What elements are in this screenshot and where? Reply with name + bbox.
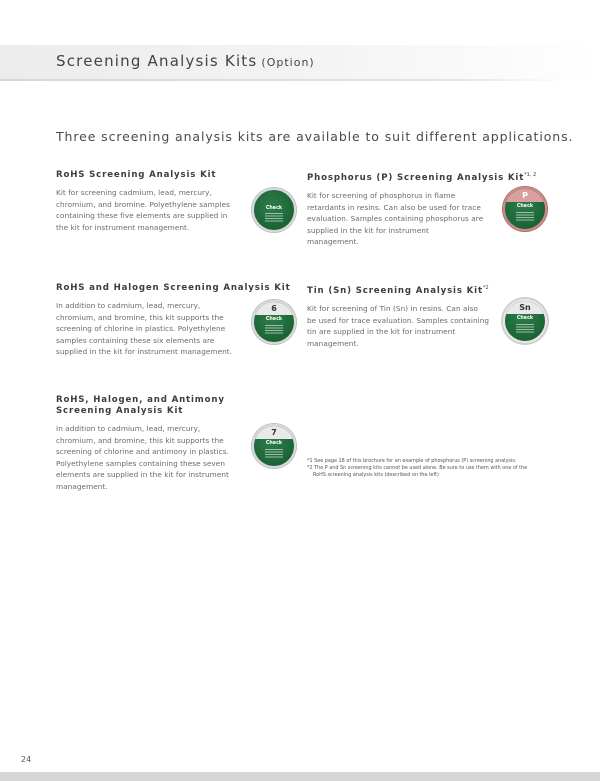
badge-element: 6 (254, 302, 294, 315)
kit-description-line: retardants in resins. Can also be used for trace (307, 202, 481, 212)
header-rule (0, 79, 570, 81)
kit-description (56, 187, 246, 233)
kit-description (56, 423, 246, 493)
footnote-1: *1 See page 18 of this brochure for an example of phosphorus (P) screening analysis. (307, 458, 517, 464)
kit-description-line: supplied in the kit for instrument (307, 225, 429, 235)
kit-description-line: chromium, and bromine. Polyethylene samples (56, 199, 230, 209)
page-title (56, 52, 315, 70)
antimony-kit-badge-image (252, 424, 296, 468)
kit-title: RoHS Screening Analysis Kit (56, 170, 217, 180)
badge-print (265, 213, 283, 222)
badge-print (516, 212, 534, 221)
badge-element: Sn (505, 301, 545, 314)
page-title-option: (Option) (261, 56, 315, 69)
badge-label: Check (516, 316, 534, 321)
badge-element: P (505, 189, 545, 202)
kit-description-line: chromium, and bromine, this kit supports the (56, 435, 224, 445)
tin-kit-badge-image (503, 299, 547, 343)
kit-description-line: samples containing these six elements are (56, 335, 215, 345)
footnotes (307, 458, 567, 480)
kit-title-note: *2 (482, 285, 489, 291)
footnote-2-continued: RoHS screening analysis kits (described on the left) (313, 472, 439, 479)
kit-title: RoHS, Halogen, and Antimony Screening Analysis Kit (56, 395, 225, 416)
kit-description-line: evaluation. Samples containing phosphorus are (307, 214, 484, 224)
kit-description (307, 303, 497, 349)
badge-label: Check (516, 204, 534, 209)
kit-description-line: management. (307, 237, 359, 247)
kit-rohs (56, 170, 246, 233)
page-title-text: Screening Analysis Kits (56, 52, 258, 70)
badge-label: Check (265, 206, 283, 211)
kit-title-note: *1, 2 (524, 172, 537, 178)
kit-title (307, 170, 537, 184)
kit-description-line: be used for trace evaluation. Samples containing (307, 315, 490, 325)
badge-label: Check (265, 441, 283, 446)
rohs-kit-badge-image (252, 188, 296, 232)
halogen-kit-badge-image (252, 300, 296, 344)
kit-description-line: Kit for screening of phosphorus in flame (307, 191, 456, 200)
kit-rohs-halogen-antimony (56, 395, 246, 493)
badge-element: 7 (254, 426, 294, 439)
phosphorus-kit-badge-image (503, 187, 547, 231)
intro-text: Three screening analysis kits are available to suit different applications. (56, 129, 574, 144)
bottom-bar (0, 772, 600, 781)
kit-description-line: the kit for instrument management. (56, 222, 190, 232)
kit-description-line: management. (56, 481, 108, 491)
kit-description-line: elements are supplied in the kit for instrument (56, 470, 229, 480)
badge-print (516, 324, 534, 333)
kit-description-line: management. (307, 338, 359, 348)
kit-description-line: Kit for screening cadmium, lead, mercury, (56, 188, 212, 197)
kit-description-line: chromium, and bromine, this kit supports the (56, 312, 224, 322)
kit-description (307, 190, 497, 248)
kit-title-text: Phosphorus (P) Screening Analysis Kit (307, 173, 525, 183)
kit-description-line: tin are supplied in the kit for instrument (307, 327, 456, 337)
kit-description-line: screening of chlorine and antimony in plastics. (56, 447, 229, 457)
kit-description (56, 300, 246, 358)
kit-description-line: containing these five elements are supplied in (56, 211, 228, 221)
badge-print (265, 449, 283, 458)
kit-description-line: Polyethylene samples containing these seven (56, 458, 225, 468)
badge-print (265, 325, 283, 334)
kit-title: RoHS and Halogen Screening Analysis Kit (56, 283, 291, 293)
kit-description-line: In addition to cadmium, lead, mercury, (56, 424, 201, 433)
kit-description-line: screening of chlorine in plastics. Polyethylene (56, 324, 226, 334)
kit-title-text: Tin (Sn) Screening Analysis Kit (307, 286, 483, 296)
footnote-2: *2 The P and Sn screening kits cannot be used alone. Be sure to use them with one of the (307, 465, 528, 472)
kit-description-line: supplied in the kit for instrument management. (56, 347, 233, 357)
kit-description-line: In addition to cadmium, lead, mercury, (56, 301, 201, 310)
page-number: 24 (21, 755, 32, 764)
badge-label: Check (265, 317, 283, 322)
kit-tin (307, 283, 497, 349)
kit-title (307, 283, 497, 297)
kit-description-line: Kit for screening of Tin (Sn) in resins. Can also (307, 304, 478, 313)
